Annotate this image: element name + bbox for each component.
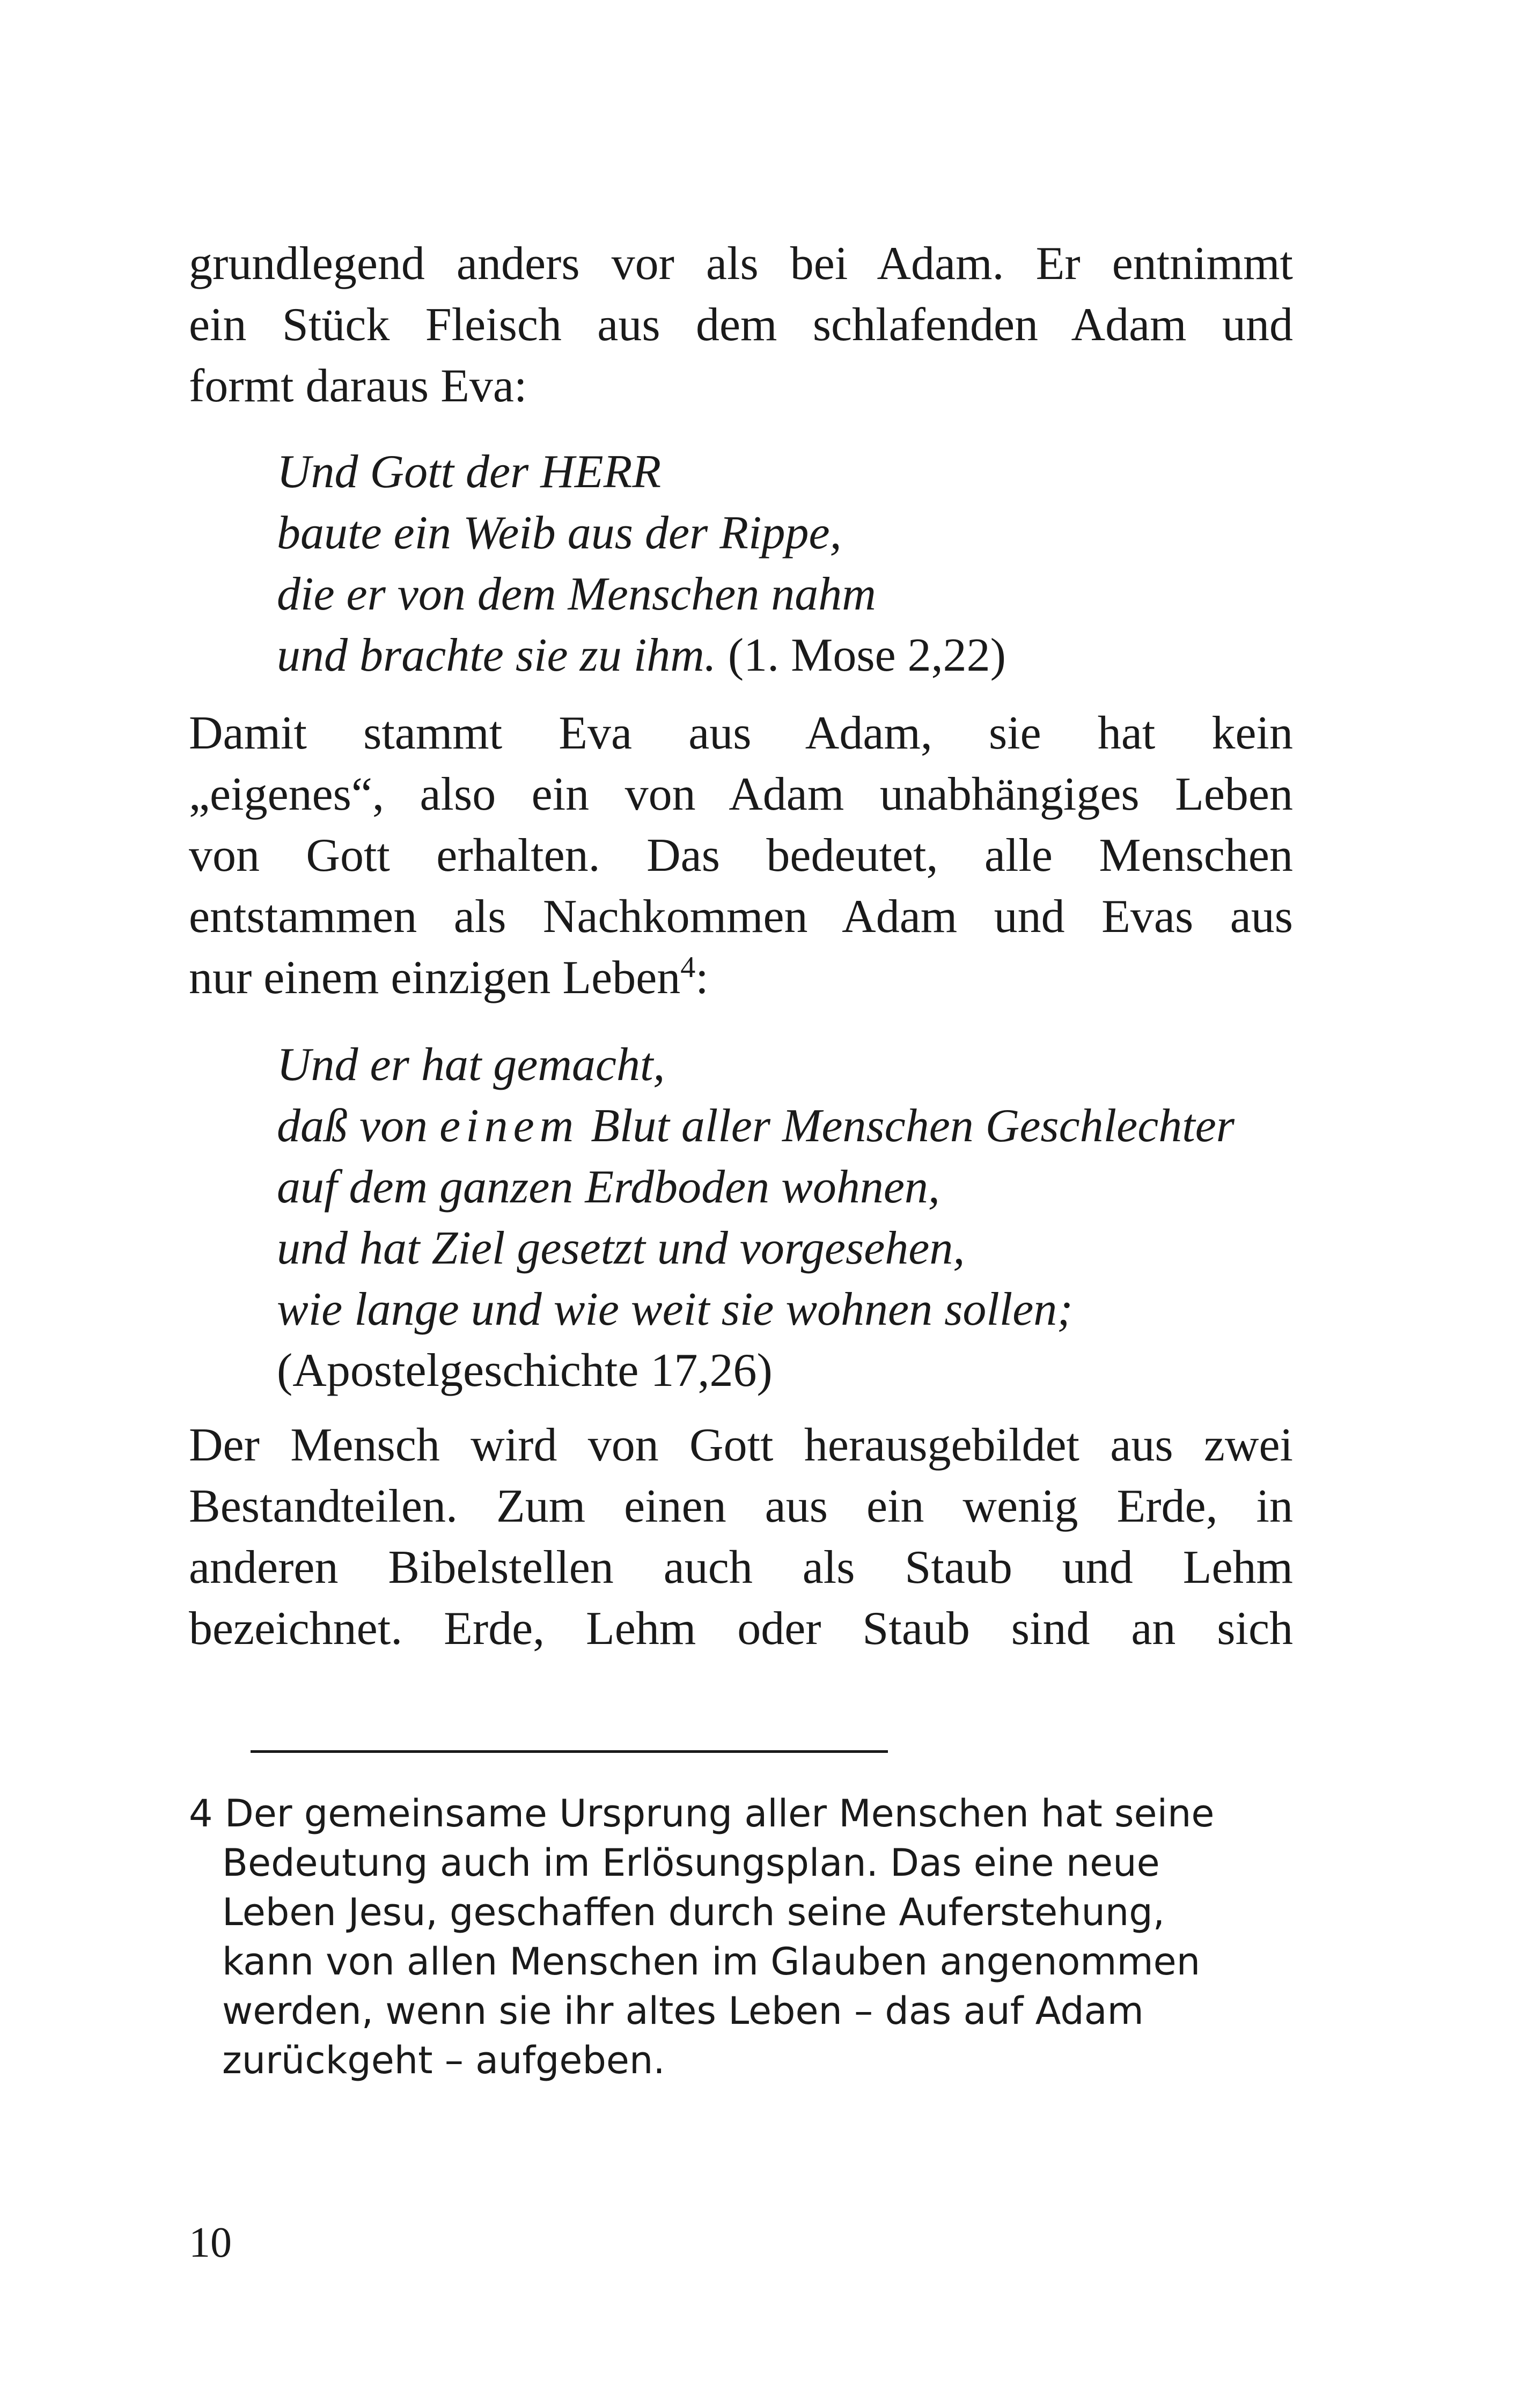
paragraph-line: anderen Bibelstellen auch als Staub und Lehm bbox=[189, 1541, 1293, 1594]
quote-emphasis: einem bbox=[439, 1100, 579, 1152]
paragraph-2 bbox=[189, 703, 1293, 1009]
footnote-line: kann von allen Menschen im Glauben angenommen bbox=[222, 1940, 1201, 1984]
paragraph-line: von Gott erhalten. Das bedeutet, alle Menschen bbox=[189, 829, 1293, 882]
paragraph-line: ein Stück Fleisch aus dem schlafenden Adam und bbox=[189, 299, 1293, 351]
footnote bbox=[189, 1789, 1316, 2085]
quote-line-text: daß von bbox=[277, 1100, 428, 1152]
quote-reference: (1. Mose 2,22) bbox=[728, 629, 1006, 681]
footnote-number: 4 bbox=[189, 1792, 213, 1836]
quote-reference: (Apostelgeschichte 17,26) bbox=[277, 1345, 773, 1397]
paragraph-line: formt daraus Eva: bbox=[189, 360, 527, 412]
paragraph-line: grundlegend anders vor als bei Adam. Er entnimmt bbox=[189, 238, 1293, 290]
quote-line bbox=[277, 1096, 1296, 1157]
quote-line: die er von dem Menschen nahm bbox=[277, 568, 876, 620]
footnote-line: werden, wenn sie ihr altes Leben – das auf Adam bbox=[222, 1989, 1144, 2033]
bible-quote-2 bbox=[277, 1034, 1296, 1401]
quote-line bbox=[277, 625, 1296, 686]
footnote-separator bbox=[251, 1750, 888, 1753]
quote-line: auf dem ganzen Erdboden wohnen, bbox=[277, 1161, 940, 1213]
footnote-line: zurückgeht – aufgeben. bbox=[222, 2038, 665, 2082]
paragraph-line: Der Mensch wird von Gott herausgebildet aus zwei bbox=[189, 1419, 1293, 1471]
paragraph-line: „eigenes“, also ein von Adam unabhängiges Leben bbox=[189, 768, 1293, 820]
quote-line: Und Gott der HERR bbox=[277, 446, 662, 498]
quote-line: wie lange und wie weit sie wohnen sollen; bbox=[277, 1283, 1073, 1335]
page-number: 10 bbox=[189, 2219, 232, 2266]
footnote-line bbox=[189, 1789, 1316, 1838]
paragraph-1 bbox=[189, 233, 1293, 417]
footnote-marker[interactable]: 4 bbox=[680, 951, 696, 984]
quote-line-text: und brachte sie zu ihm. bbox=[277, 629, 716, 681]
paragraph-line-end: : bbox=[695, 952, 709, 1004]
footnote-line: Bedeutung auch im Erlösungsplan. Das eine neue bbox=[222, 1841, 1160, 1885]
quote-line: Und er hat gemacht, bbox=[277, 1039, 665, 1091]
paragraph-line: entstammen als Nachkommen Adam und Evas aus bbox=[189, 891, 1293, 943]
paragraph-line: Damit stammt Eva aus Adam, sie hat kein bbox=[189, 707, 1293, 759]
paragraph-line: Bestandteilen. Zum einen aus ein wenig Erde, in bbox=[189, 1480, 1293, 1532]
quote-line: und hat Ziel gesetzt und vorgesehen, bbox=[277, 1222, 965, 1274]
paragraph-line-text: nur einem einzigen Leben bbox=[189, 952, 681, 1004]
bible-quote-1 bbox=[277, 442, 1296, 686]
quote-line: baute ein Weib aus der Rippe, bbox=[277, 507, 842, 559]
paragraph-3 bbox=[189, 1415, 1293, 1660]
paragraph-line bbox=[189, 948, 1293, 1009]
footnote-text: Der gemeinsame Ursprung aller Menschen hat seine bbox=[224, 1792, 1215, 1836]
paragraph-line: bezeichnet. Erde, Lehm oder Staub sind an sich bbox=[189, 1603, 1293, 1655]
footnote-line: Leben Jesu, geschaffen durch seine Auferstehung, bbox=[222, 1890, 1165, 1934]
quote-line-text: Blut aller Menschen Geschlechter bbox=[591, 1100, 1235, 1152]
